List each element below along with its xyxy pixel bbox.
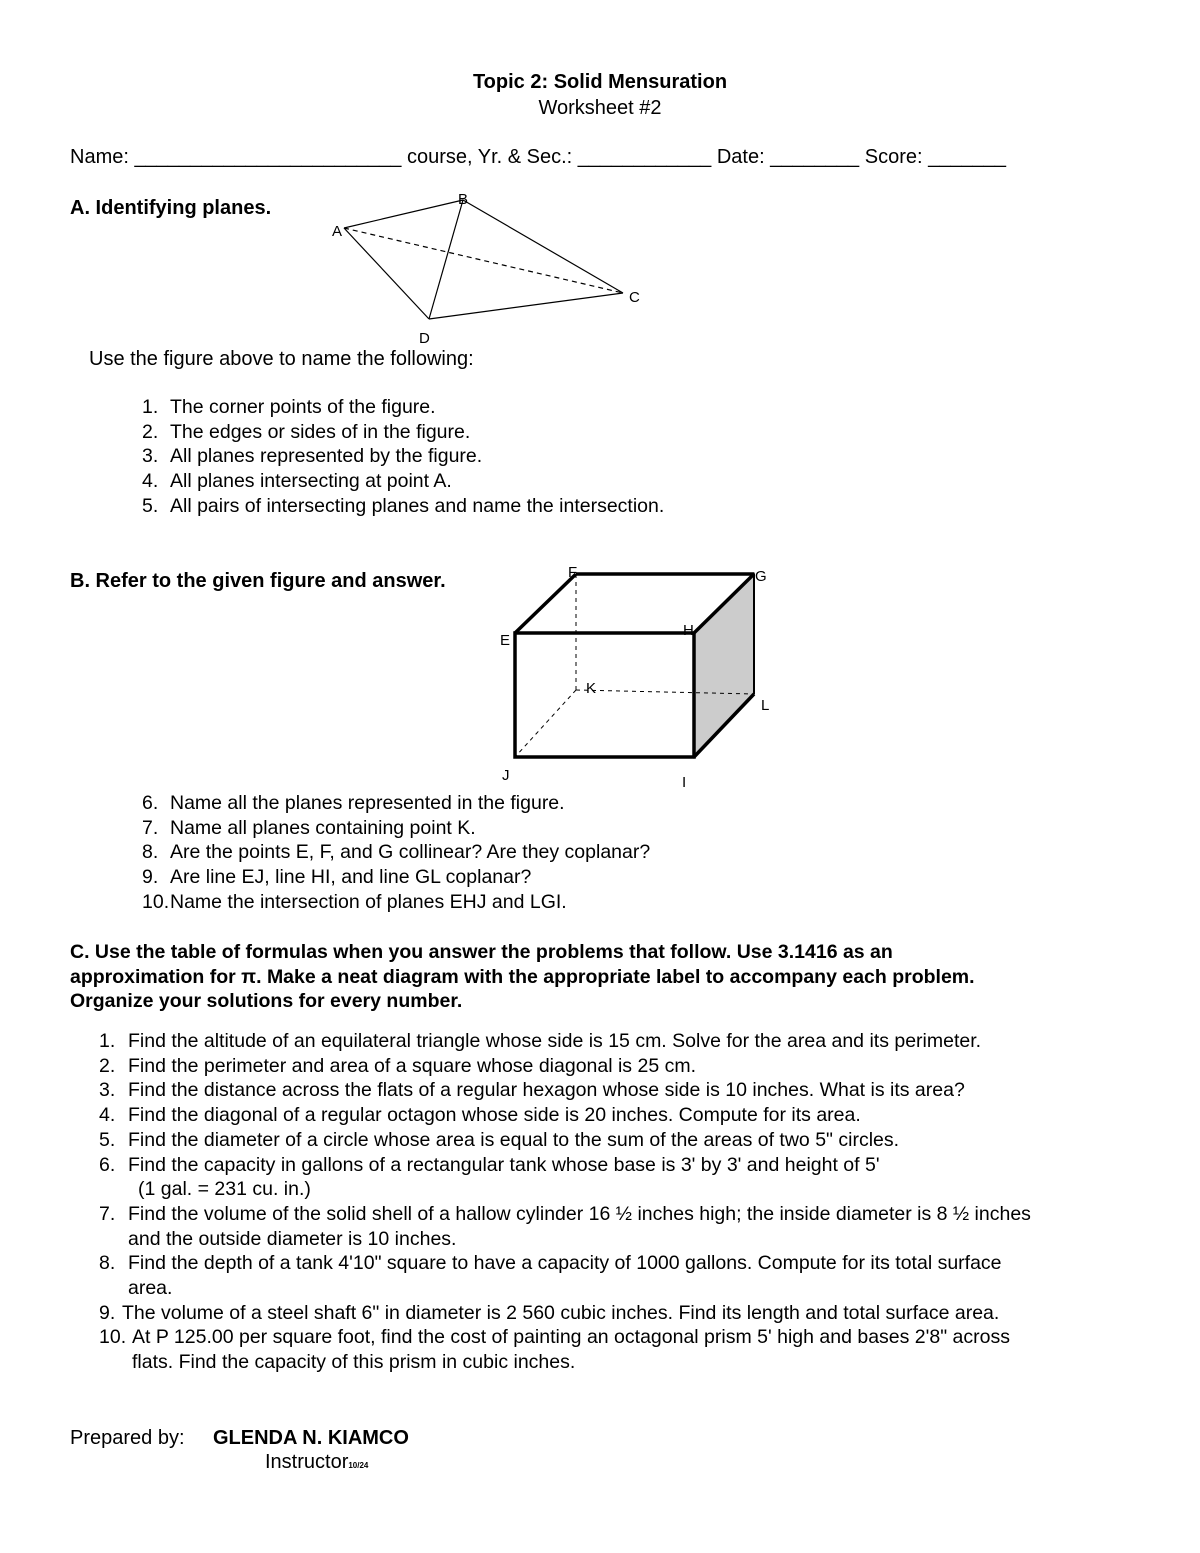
section-b-list bbox=[142, 791, 650, 915]
section-a-list bbox=[142, 395, 664, 519]
list-item: 2. Find the perimeter and area of a square whose diagonal is 25 cm. bbox=[99, 1054, 696, 1077]
label-h: H bbox=[683, 622, 694, 639]
label-l: L bbox=[761, 697, 770, 714]
student-info-line: Name: ________________________ course, Yr. & Sec.: ____________ Date: ________ Score: _______ bbox=[70, 146, 1006, 168]
label-d: D bbox=[419, 330, 430, 347]
section-c-heading: C. Use the table of formulas when you answer the problems that follow. Use 3.1416 as an approximation for π. Make a neat diagram with the appropriate label to accompany each problem. Organize your solutions for every number. bbox=[70, 941, 975, 1013]
rectangular-prism-figure bbox=[490, 560, 790, 795]
section-b-heading: B. Refer to the given figure and answer. bbox=[70, 570, 446, 592]
label-f: F bbox=[568, 564, 578, 581]
list-item: 5. All pairs of intersecting planes and name the intersection. bbox=[142, 494, 665, 517]
list-item: 7. Find the volume of the solid shell of a hallow cylinder 16 ½ inches high; the inside diameter is 8 ½ inches and the outside diameter is 10 inches. bbox=[99, 1202, 1031, 1250]
list-item: 5. Find the diameter of a circle whose area is equal to the sum of the areas of two 5" circles. bbox=[99, 1128, 900, 1151]
section-a-heading: A. Identifying planes. bbox=[70, 197, 272, 219]
list-item: 8. Find the depth of a tank 4'10" square to have a capacity of 1000 gallons. Compute for its total surface area. bbox=[99, 1252, 1002, 1300]
list-item: 10. At P 125.00 per square foot, find the cost of painting an octagonal prism 5' high and bases 2'8" across flats. Find the capacity of this prism in cubic inches. bbox=[99, 1326, 1010, 1374]
label-j: J bbox=[502, 767, 510, 784]
list-item: 3. Find the distance across the flats of a regular hexagon whose side is 10 inches. What is its area? bbox=[99, 1079, 965, 1102]
section-a-instruction: Use the figure above to name the following: bbox=[89, 348, 474, 370]
label-e: E bbox=[500, 632, 511, 649]
prepared-by-label: Prepared by: bbox=[70, 1427, 185, 1449]
page-title: Topic 2: Solid Mensuration bbox=[472, 71, 728, 93]
label-k: K bbox=[586, 680, 597, 697]
list-item: 4. Find the diagonal of a regular octagon whose side is 20 inches. Compute for its area. bbox=[99, 1104, 861, 1127]
list-item: 7. Name all planes containing point K. bbox=[142, 816, 476, 839]
instructor-role: Instructor10/24 bbox=[265, 1451, 369, 1473]
list-item: 9. Are line EJ, line HI, and line GL coplanar? bbox=[142, 866, 532, 889]
list-item: 9. The volume of a steel shaft 6" in diameter is 2 560 cubic inches. Find its length and total surface area. bbox=[99, 1301, 1000, 1324]
list-item: 1. Find the altitude of an equilateral triangle whose side is 15 cm. Solve for the area and its perimeter. bbox=[99, 1030, 982, 1052]
instructor-name: GLENDA N. KIAMCO bbox=[213, 1427, 409, 1449]
list-item: 4. All planes intersecting at point A. bbox=[142, 470, 452, 493]
list-item: 8. Are the points E, F, and G collinear? Are they coplanar? bbox=[142, 841, 651, 864]
list-item: 6. Find the capacity in gallons of a rectangular tank whose base is 3' by 3' and height of 5' (1 gal. = 231 cu. in.) bbox=[99, 1153, 880, 1201]
label-i: I bbox=[682, 774, 687, 791]
document-code: 10/24 bbox=[348, 1461, 369, 1470]
section-c-list bbox=[99, 1029, 1031, 1375]
tetrahedron-figure bbox=[325, 185, 655, 350]
list-item: 2. The edges or sides of in the figure. bbox=[142, 420, 471, 443]
label-g: G bbox=[755, 568, 767, 585]
list-item: 1. The corner points of the figure. bbox=[142, 396, 436, 418]
list-item: 3. All planes represented by the figure. bbox=[142, 445, 483, 468]
page-subtitle: Worksheet #2 bbox=[538, 97, 662, 119]
label-b: B bbox=[458, 191, 469, 208]
list-item: 6. Name all the planes represented in the figure. bbox=[142, 792, 565, 814]
label-a: A bbox=[332, 223, 343, 240]
list-item: 10.Name the intersection of planes EHJ and LGI. bbox=[142, 890, 567, 913]
label-c: C bbox=[629, 289, 640, 306]
